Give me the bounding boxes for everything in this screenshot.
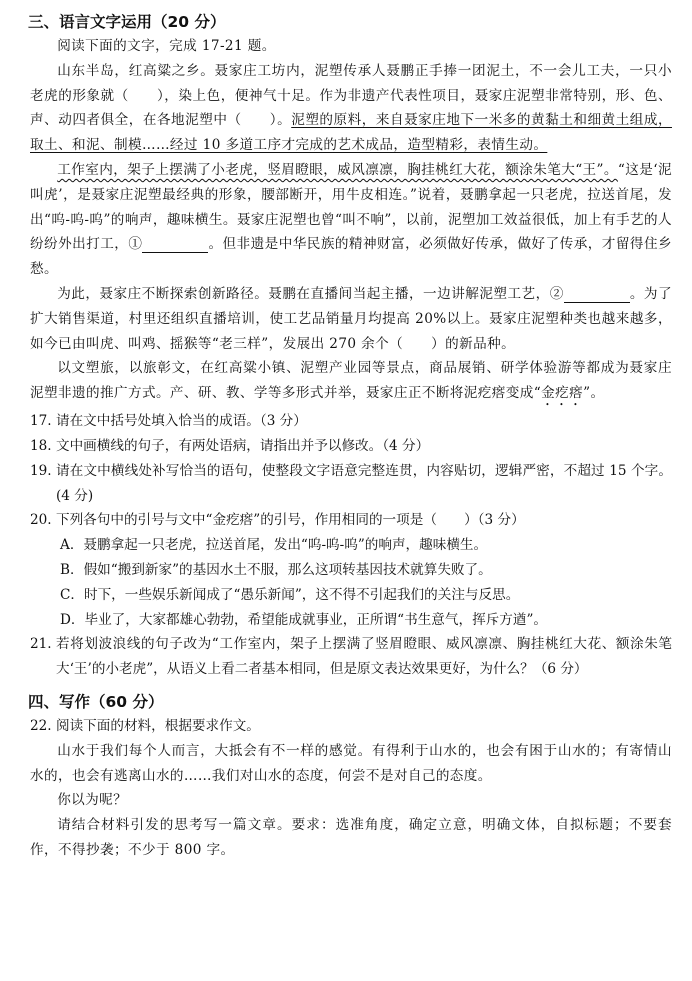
question-19 [30, 459, 672, 509]
emphasized-word: 金疙瘩 [541, 385, 584, 402]
wavy-sentence: 工作室内，架子上摆满了小老虎，竖眉瞪眼，威风凛凛，胸挂桃红大花，额涂朱笔大“王”。 [57, 161, 618, 178]
question-number: 20. [30, 512, 52, 529]
paragraph-2-text: “这是‘泥叫虎’，是聂家庄泥塑最经典的形象，腰部断开，用牛皮相连。”说着，聂鹏拿起一只老虎，拉送首尾，发出“呜-呜-呜”的响声，趣味横生。聂家庄泥塑也曾“叫不响”，以前，泥塑加工效益很低，加上有手艺的人纷纷外出打工，① [30, 161, 673, 253]
question-number: 18. [30, 437, 52, 454]
question-number: 22. [30, 717, 52, 734]
paragraph-3-end: 。为了扩大销售渠道，村里还组织直播培训，使工艺品销量月均提高 20%以上。聂家庄泥塑种类也越来越多，如今已由叫虎、叫鸡、摇猴等“老三样”，发展出 270 余个（ ）的新品种。 [30, 285, 672, 352]
answer-blank-1[interactable] [142, 237, 208, 253]
question-number: 21. [30, 636, 52, 653]
option-c[interactable]: C．时下，一些娱乐新闻成了“愚乐新闻”，这不得不引起我们的关注与反思。 [60, 586, 520, 603]
paragraph-3 [30, 282, 672, 356]
paragraph-2-end: 。但非遗是中华民族的精神财富，必须做好传承，做好了传承，才留得住乡愁。 [30, 236, 672, 278]
question-text: 文中画横线的句子，有两处语病，请指出并予以修改。（4 分） [56, 437, 430, 454]
question-text: 请在文中括号处填入恰当的成语。（3 分） [56, 413, 307, 430]
question-text: 下列各句中的引号与文中“金疙瘩”的引号，作用相同的一项是（ ）（3 分） [56, 512, 525, 529]
question-17 [30, 409, 672, 434]
option-d[interactable]: D．毕业了，大家都雄心勃勃，希望能成就事业，正所谓“书生意气，挥斥方遒”。 [60, 611, 547, 628]
question-number: 19. [30, 462, 52, 479]
question-text: 请在文中横线处补写恰当的语句，使整段文字语意完整连贯，内容贴切，逻辑严密，不超过 15 个字。(4 分) [56, 462, 672, 504]
paragraph-1-text: 山东半岛，红高粱之乡。聂家庄工坊内，泥塑传承人聂鹏正手捧一团泥土，不一会儿工夫，一只小老虎的形象就（ ），染上色，便神气十足。作为非遗产代表性项目，聂家庄泥塑非常特别，形、色、声、动四者俱全，在各地泥塑中（ ）。 [30, 62, 672, 129]
question-text: 若将划波浪线的句子改为“工作室内，架子上摆满了竖眉瞪眼、威风凛凛、胸挂桃红大花、额涂朱笔大‘王’的小老虎”，从语义上看二者基本相同，但是原文表达效果更好，为什么？（6 分） [56, 636, 672, 678]
question-20 [30, 508, 672, 533]
reading-intro: 阅读下面的文字，完成 17-21 题。 [57, 38, 276, 54]
paragraph-1 [30, 59, 672, 158]
option-a[interactable]: A．聂鹏拿起一只老虎，拉送首尾，发出“呜-呜-呜”的响声，趣味横生。 [60, 537, 488, 554]
question-number: 17. [30, 413, 52, 430]
answer-blank-2[interactable] [564, 287, 630, 303]
paragraph-4 [30, 356, 672, 409]
question-text: 阅读下面的材料，根据要求作文。 [56, 717, 260, 734]
option-b[interactable]: B．假如“搬到新家”的基因水土不服，那么这项转基因技术就算失败了。 [60, 561, 492, 578]
paragraph-4-end: ”。 [583, 385, 605, 402]
writing-material: 山水于我们每个人而言，大抵会有不一样的感觉。有得利于山水的，也会有困于山水的；有寄情山水的，也会有逃离山水的……我们对山水的态度，何尝不是对自己的态度。 [30, 742, 672, 784]
question-18 [30, 434, 672, 459]
question-21 [30, 632, 672, 682]
paragraph-2 [30, 158, 672, 282]
question-22 [30, 714, 672, 739]
writing-question: 你以为呢？ [57, 792, 128, 809]
section-3-title: 三、语言文字运用（20 分） [28, 13, 226, 31]
writing-requirements: 请结合材料引发的思考写一篇文章。要求：选准角度，确定立意，明确文体，自拟标题；不要套作，不得抄袭；不少于 800 字。 [30, 817, 672, 858]
paragraph-3-text: 为此，聂家庄不断探索创新路径。聂鹏在直播间当起主播，一边讲解泥塑工艺，② [57, 285, 564, 302]
underlined-sentence: 泥塑的原料，来自聂家庄地下一米多的黄黏土和细黄土组成，取土、和泥、制模……经过 10 多道工序才完成的艺术成品，造型精彩，表情生动。 [30, 112, 672, 154]
paragraph-4-text: 以文塑旅，以旅彰文，在红高粱小镇、泥塑产业园等景点，商品展销、研学体验游等都成为聂家庄泥塑非遗的推广方式。产、研、教、学等多形式并举，聂家庄正不断将泥疙瘩变成“ [30, 360, 672, 402]
section-4-title: 四、写作（60 分） [28, 692, 164, 711]
